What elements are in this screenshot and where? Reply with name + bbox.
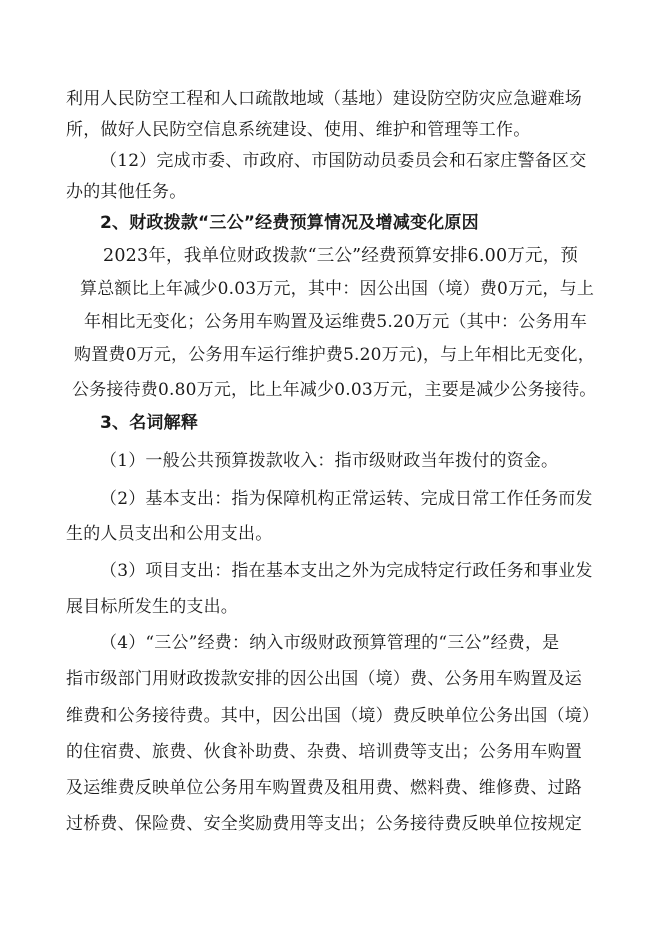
paragraph-line: 2023年，我单位财政拨款“三公”经费预算安排6.00万元，预: [103, 246, 579, 266]
definition-3: （3）项目支出：指在基本支出之外为完成特定行政任务和事业发: [100, 561, 593, 581]
section-heading-2: 2、财政拨款“三公”经费预算情况及增减变化原因: [100, 213, 479, 233]
text-line: 及运维费反映单位公务用车购置费及租用费、燃料费、维修费、过路: [66, 778, 582, 798]
text-line: 维费和公务接待费。其中，因公出国（境）费反映单位公务出国（境）: [66, 706, 600, 726]
text-line: 的住宿费、旅费、伙食补助费、杂费、培训费等支出；公务用车购置: [66, 742, 582, 762]
paragraph-line: 年相比无变化；公务用车购置及运维费5.20万元（其中：公务用车: [84, 312, 588, 332]
list-item-12: （12）完成市委、市政府、市国防动员委员会和石家庄警备区交: [100, 151, 587, 171]
text-line: 办的其他任务。: [66, 182, 187, 202]
definition-4: （4）“三公”经费：纳入市级财政预算管理的“三公”经费，是: [100, 633, 560, 653]
paragraph-line: 购置费0万元，公务用车运行维护费5.20万元)，与上年相比无变化，: [74, 345, 595, 365]
text-line: 利用人民防空工程和人口疏散地域（基地）建设防空防灾应急避难场: [66, 89, 582, 109]
definition-2: （2）基本支出：指为保障机构正常运转、完成日常工作任务而发: [100, 489, 593, 509]
definition-1: （1）一般公共预算拨款收入：指市级财政当年拨付的资金。: [100, 451, 559, 471]
text-line: 所，做好人民防空信息系统建设、使用、维护和管理等工作。: [66, 120, 531, 140]
section-heading-3: 3、名词解释: [100, 413, 199, 433]
text-line: 生的人员支出和公用支出。: [66, 524, 273, 544]
text-line: 过桥费、保险费、安全奖励费用等支出；公务接待费反映单位按规定: [66, 814, 582, 834]
text-line: 展目标所发生的支出。: [66, 597, 238, 617]
paragraph-line: 公务接待费0.80万元，比上年减少0.03万元，主要是减少公务接待。: [72, 380, 597, 400]
paragraph-line: 算总额比上年减少0.03万元，其中：因公出国（境）费0万元，与上: [80, 279, 595, 299]
text-line: 指市级部门用财政拨款安排的因公出国（境）费、公务用车购置及运: [66, 669, 582, 689]
